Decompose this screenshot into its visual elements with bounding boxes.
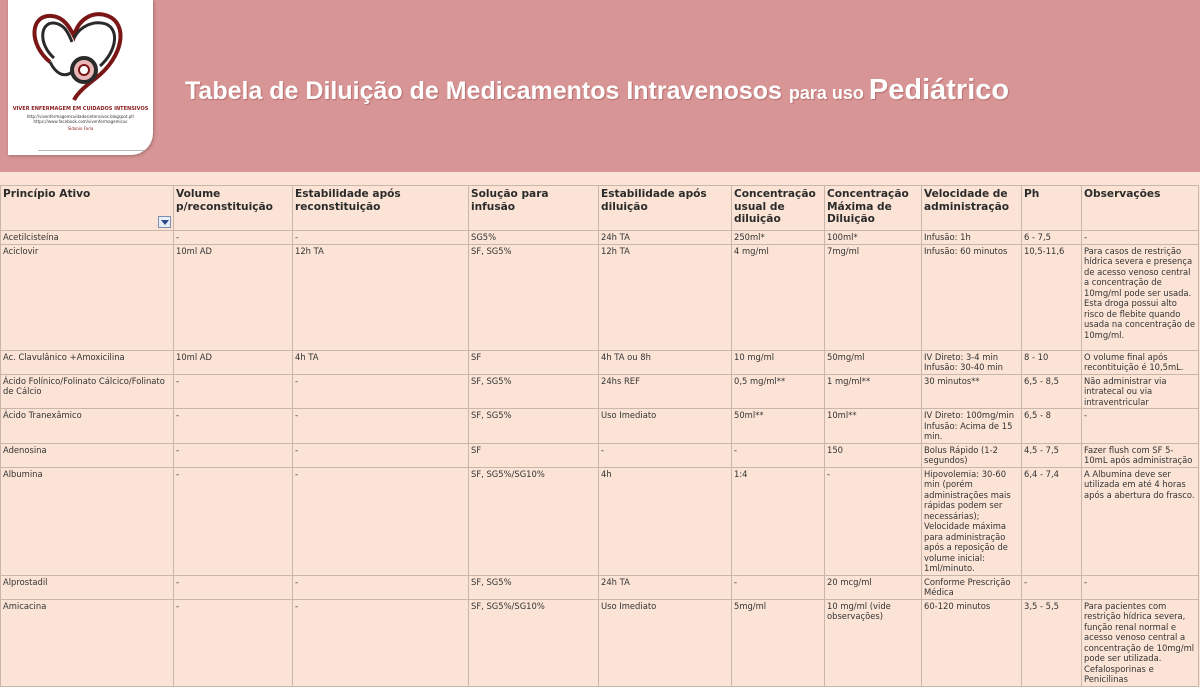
table-cell: - xyxy=(174,575,293,599)
column-header: Ph xyxy=(1022,186,1082,231)
column-header: Concentração usual de diluição xyxy=(732,186,825,231)
column-header: Estabilidade após reconstituição xyxy=(293,186,469,231)
table-cell: SF, SG5% xyxy=(469,374,599,409)
table-cell: - xyxy=(293,575,469,599)
column-header: Estabilidade após diluição xyxy=(599,186,732,231)
table-cell: 1:4 xyxy=(732,467,825,575)
table-row xyxy=(1,231,1199,245)
column-header: Concentração Máxima de Diluição xyxy=(825,186,922,231)
table-cell: - xyxy=(174,443,293,467)
table-cell: Infusão: 60 minutos xyxy=(922,244,1022,350)
table-cell: 6,4 - 7,4 xyxy=(1022,467,1082,575)
table-cell: - xyxy=(732,575,825,599)
table-cell: Adenosina xyxy=(1,443,174,467)
table-cell: 12h TA xyxy=(293,244,469,350)
column-header: Solução para infusão xyxy=(469,186,599,231)
table-cell: SG5% xyxy=(469,231,599,245)
table-cell: Bolus Rápido (1-2 segundos) xyxy=(922,443,1022,467)
column-header: Volume p/reconstituição xyxy=(174,186,293,231)
table-cell: 6 - 7,5 xyxy=(1022,231,1082,245)
table-cell: 250ml* xyxy=(732,231,825,245)
table-cell: SF, SG5% xyxy=(469,409,599,444)
table-cell: - xyxy=(1022,575,1082,599)
table-cell: 10,5-11,6 xyxy=(1022,244,1082,350)
logo-divider xyxy=(38,150,148,151)
table-cell: 5mg/ml xyxy=(732,599,825,686)
title-emphasis: Pediátrico xyxy=(868,74,1010,106)
column-header: Velocidade de administração xyxy=(922,186,1022,231)
logo-author: Sidonio Faria xyxy=(67,126,94,131)
table-cell: 24h TA xyxy=(599,575,732,599)
table-cell: 10ml AD xyxy=(174,244,293,350)
column-header: Princípio Ativo xyxy=(1,186,174,231)
table-cell: - xyxy=(293,409,469,444)
table-cell: - xyxy=(174,467,293,575)
table-cell: Alprostadil xyxy=(1,575,174,599)
title-main: Tabela de Diluição de Medicamentos Intravenosos xyxy=(185,77,789,105)
blog-logo[interactable] xyxy=(8,0,153,155)
table-cell: - xyxy=(825,467,922,575)
table-cell: SF xyxy=(469,350,599,374)
table-cell: - xyxy=(1082,409,1199,444)
table-cell: Para casos de restrição hídrica severa e presença de acesso venoso central a concentração de 10mg/ml pode ser usada. Esta droga possui alto risco de flebite quando usada na concentração de 10mg/ml. xyxy=(1082,244,1199,350)
logo-blog-name: VIVER ENFERMAGEM EM CUIDADOS INTENSIVOS xyxy=(12,106,149,112)
table-row xyxy=(1,467,1199,575)
table-cell: Ac. Clavulânico +Amoxicilina xyxy=(1,350,174,374)
table-cell: SF, SG5% xyxy=(469,244,599,350)
table-cell: - xyxy=(293,443,469,467)
table-cell: IV Direto: 3-4 min Infusão: 30-40 min xyxy=(922,350,1022,374)
table-cell: - xyxy=(293,374,469,409)
table-cell: 30 minutos** xyxy=(922,374,1022,409)
table-cell: Não administrar via intratecal ou via intraventricular xyxy=(1082,374,1199,409)
table-cell: SF, SG5% xyxy=(469,575,599,599)
table-row xyxy=(1,374,1199,409)
table-cell: Fazer flush com SF 5-10mL após administração xyxy=(1082,443,1199,467)
table-cell: Amicacina xyxy=(1,599,174,686)
table-cell: 10 mg/ml xyxy=(732,350,825,374)
table-cell: A Albumina deve ser utilizada em até 4 horas após a abertura do frasco. xyxy=(1082,467,1199,575)
table-cell: 4h xyxy=(599,467,732,575)
table-cell: - xyxy=(174,231,293,245)
table-cell: Infusão: 1h xyxy=(922,231,1022,245)
table-cell: 3,5 - 5,5 xyxy=(1022,599,1082,686)
table-cell: Ácido Folínico/Folinato Cálcico/Folinato de Cálcio xyxy=(1,374,174,409)
table-cell: - xyxy=(174,409,293,444)
table-cell: Para pacientes com restrição hídrica severa, função renal normal e acesso venoso central a concentração de 10mg/ml pode ser utilizada. Cefalosporinas e Penicilinas xyxy=(1082,599,1199,686)
table-cell: 4h TA xyxy=(293,350,469,374)
table-cell: Conforme Prescrição Médica xyxy=(922,575,1022,599)
table-cell: 10 mg/ml (vide observações) xyxy=(825,599,922,686)
table-cell: 50mg/ml xyxy=(825,350,922,374)
title-connector: para uso xyxy=(788,83,869,103)
table-cell: 4 mg/ml xyxy=(732,244,825,350)
table-cell: IV Direto: 100mg/min Infusão: Acima de 15 min. xyxy=(922,409,1022,444)
table-cell: 12h TA xyxy=(599,244,732,350)
table-cell: 4h TA ou 8h xyxy=(599,350,732,374)
table-cell: 50ml** xyxy=(732,409,825,444)
table-cell: SF, SG5%/SG10% xyxy=(469,467,599,575)
table-row xyxy=(1,244,1199,350)
heart-stethoscope-logo xyxy=(20,4,138,104)
table-cell: 6,5 - 8,5 xyxy=(1022,374,1082,409)
logo-facebook-url: https://www.facebook.com/vivenfermagemicus xyxy=(33,119,128,124)
table-cell: Ácido Tranexâmico xyxy=(1,409,174,444)
table-cell: 0,5 mg/ml** xyxy=(732,374,825,409)
table-row xyxy=(1,575,1199,599)
table-cell: Hipovolemia: 30-60 min (porém administrações mais rápidas podem ser necessárias); Velocidade máxima para administração após a reposição de volume inicial: 1ml/minuto. xyxy=(922,467,1022,575)
table-row xyxy=(1,599,1199,686)
filter-dropdown-icon[interactable] xyxy=(158,216,171,228)
table-cell: - xyxy=(732,443,825,467)
table-cell: Aciclovir xyxy=(1,244,174,350)
table-cell: 24h TA xyxy=(599,231,732,245)
page-title xyxy=(185,74,1009,107)
table-cell: - xyxy=(293,599,469,686)
table-row xyxy=(1,350,1199,374)
table-cell: 150 xyxy=(825,443,922,467)
table-cell: 20 mcg/ml xyxy=(825,575,922,599)
table-cell: SF xyxy=(469,443,599,467)
table-cell: SF, SG5%/SG10% xyxy=(469,599,599,686)
logo-blog-url: http://vivenfermagemcuidadosintensivos.blogspot.pt/ xyxy=(26,114,135,119)
table-cell: 4,5 - 7,5 xyxy=(1022,443,1082,467)
table-cell: 7mg/ml xyxy=(825,244,922,350)
table-cell: - xyxy=(174,599,293,686)
table-cell: 8 - 10 xyxy=(1022,350,1082,374)
table-cell: 10ml AD xyxy=(174,350,293,374)
table-cell: - xyxy=(599,443,732,467)
column-header: Observações xyxy=(1082,186,1199,231)
table-cell: O volume final após recontituição é 10,5mL. xyxy=(1082,350,1199,374)
table-cell: 60-120 minutos xyxy=(922,599,1022,686)
table-cell: 10ml** xyxy=(825,409,922,444)
table-cell: - xyxy=(1082,231,1199,245)
table-cell: 1 mg/ml** xyxy=(825,374,922,409)
table-cell: - xyxy=(293,467,469,575)
table-cell: Acetilcisteína xyxy=(1,231,174,245)
table-cell: 6,5 - 8 xyxy=(1022,409,1082,444)
table-cell: - xyxy=(174,374,293,409)
table-row xyxy=(1,409,1199,444)
table-cell: - xyxy=(1082,575,1199,599)
table-header-row xyxy=(1,186,1199,231)
table-cell: 24hs REF xyxy=(599,374,732,409)
table-cell: Uso Imediato xyxy=(599,409,732,444)
table-row xyxy=(1,443,1199,467)
dilution-table xyxy=(0,185,1199,687)
table-cell: 100ml* xyxy=(825,231,922,245)
table-cell: Uso Imediato xyxy=(599,599,732,686)
table-cell: - xyxy=(293,231,469,245)
table-cell: Albumina xyxy=(1,467,174,575)
